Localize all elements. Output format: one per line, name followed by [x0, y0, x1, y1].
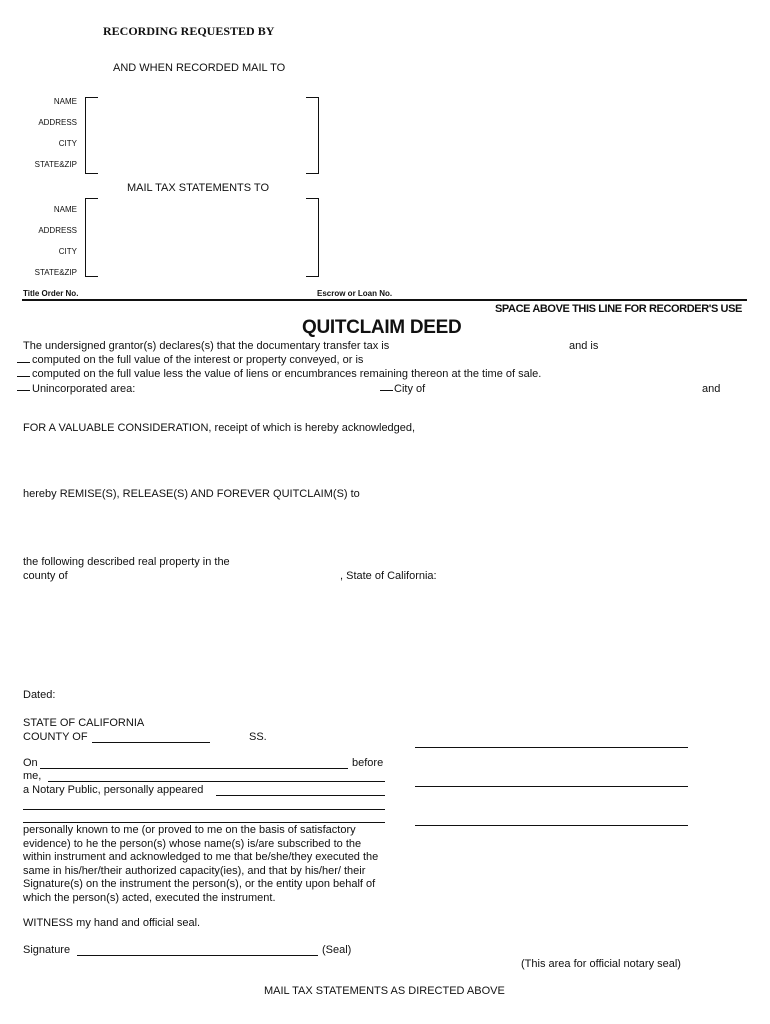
- remise-text: hereby REMISE(S), RELEASE(S) AND FOREVER QUITCLAIM(S) to: [23, 488, 360, 500]
- less-liens-option: computed on the full value less the value of liens or encumbrances remaining thereon at the time of sale.: [32, 368, 542, 380]
- acknowledgement-paragraph: personally known to me (or proved to me on the basis of satisfactory evidence) to he the person(s) whose name(s) is/are subscribed to the within instrument and acknowledged to me that be/she/they executed the same in his/her/their authorized capacity(ies), and that by his/her/ their Signature(s) on the instrument the person(s), or the entity upon behalf of which the person(s) acted, executed the instrument.: [23, 824, 379, 904]
- tax-city-label: CITY: [58, 247, 77, 256]
- full-value-checkbox-line[interactable]: [17, 362, 30, 363]
- tax-box-left-bracket: [85, 198, 98, 277]
- recorder-use-note: SPACE ABOVE THIS LINE FOR RECORDER'S USE: [495, 303, 742, 315]
- witness-text: WITNESS my hand and official seal.: [23, 917, 201, 929]
- grantor-signature-line-2[interactable]: [415, 786, 688, 787]
- address-box-right-bracket: [306, 97, 319, 174]
- consideration-text: FOR A VALUABLE CONSIDERATION, receipt of which is hereby acknowledged,: [23, 422, 416, 434]
- recorder-divider: [22, 299, 747, 301]
- appeared-continuation-line[interactable]: [23, 809, 385, 810]
- city-of-option: City of: [394, 383, 426, 395]
- less-liens-checkbox-line[interactable]: [17, 376, 30, 377]
- appeared-continuation-line-2[interactable]: [23, 822, 385, 823]
- me-label: me,: [23, 770, 42, 782]
- mail-to-heading: AND WHEN RECORDED MAIL TO: [113, 62, 286, 74]
- unincorporated-checkbox-line[interactable]: [17, 390, 30, 391]
- signature-field-line[interactable]: [77, 955, 318, 956]
- deed-title: QUITCLAIM DEED: [302, 317, 462, 338]
- before-label: before: [352, 757, 384, 769]
- state-california-text: , State of California:: [340, 570, 437, 582]
- state-of-california: STATE OF CALIFORNIA: [23, 717, 145, 729]
- mail-tax-heading: MAIL TAX STATEMENTS TO: [127, 182, 270, 194]
- tax-address-label: ADDRESS: [38, 226, 77, 235]
- tax-statezip-label: STATE&ZIP: [34, 268, 77, 277]
- notary-public-label: a Notary Public, personally appeared: [23, 784, 204, 796]
- city-label: CITY: [58, 139, 77, 148]
- county-of-text: county of: [23, 570, 68, 582]
- recording-requested-heading: RECORDING REQUESTED BY: [103, 24, 275, 38]
- name-label: NAME: [53, 97, 77, 106]
- notary-seal-area-note: (This area for official notary seal): [521, 958, 681, 970]
- tax-box-right-bracket: [306, 198, 319, 277]
- title-order-label: Title Order No.: [23, 289, 79, 298]
- address-label: ADDRESS: [38, 118, 77, 127]
- footer-mail-tax-note: MAIL TAX STATEMENTS AS DIRECTED ABOVE: [264, 985, 505, 997]
- and-is-text: and is: [569, 340, 599, 352]
- county-field-line[interactable]: [92, 742, 210, 743]
- county-of-label: COUNTY OF: [23, 731, 88, 743]
- ss-label: SS.: [249, 731, 267, 743]
- seal-label: (Seal): [322, 944, 352, 956]
- full-value-option: computed on the full value of the interest or property conveyed, or is: [32, 354, 364, 366]
- grantor-signature-line-3[interactable]: [415, 825, 688, 826]
- notary-name-line[interactable]: [48, 781, 385, 782]
- signature-label: Signature: [23, 944, 71, 956]
- address-box-left-bracket: [85, 97, 98, 174]
- escrow-loan-label: Escrow or Loan No.: [317, 289, 393, 298]
- city-checkbox-line[interactable]: [380, 390, 393, 391]
- on-label: On: [23, 757, 38, 769]
- statezip-label: STATE&ZIP: [34, 160, 77, 169]
- unincorporated-option: Unincorporated area:: [32, 383, 136, 395]
- property-text: the following described real property in the: [23, 556, 230, 568]
- appeared-field-line[interactable]: [216, 795, 385, 796]
- and-text: and: [702, 383, 721, 395]
- date-field-line[interactable]: [40, 768, 348, 769]
- tax-name-label: NAME: [53, 205, 77, 214]
- grantor-statement: The undersigned grantor(s) declares(s) that the documentary transfer tax is: [23, 340, 390, 352]
- grantor-signature-line-1[interactable]: [415, 747, 688, 748]
- dated-label: Dated:: [23, 689, 56, 701]
